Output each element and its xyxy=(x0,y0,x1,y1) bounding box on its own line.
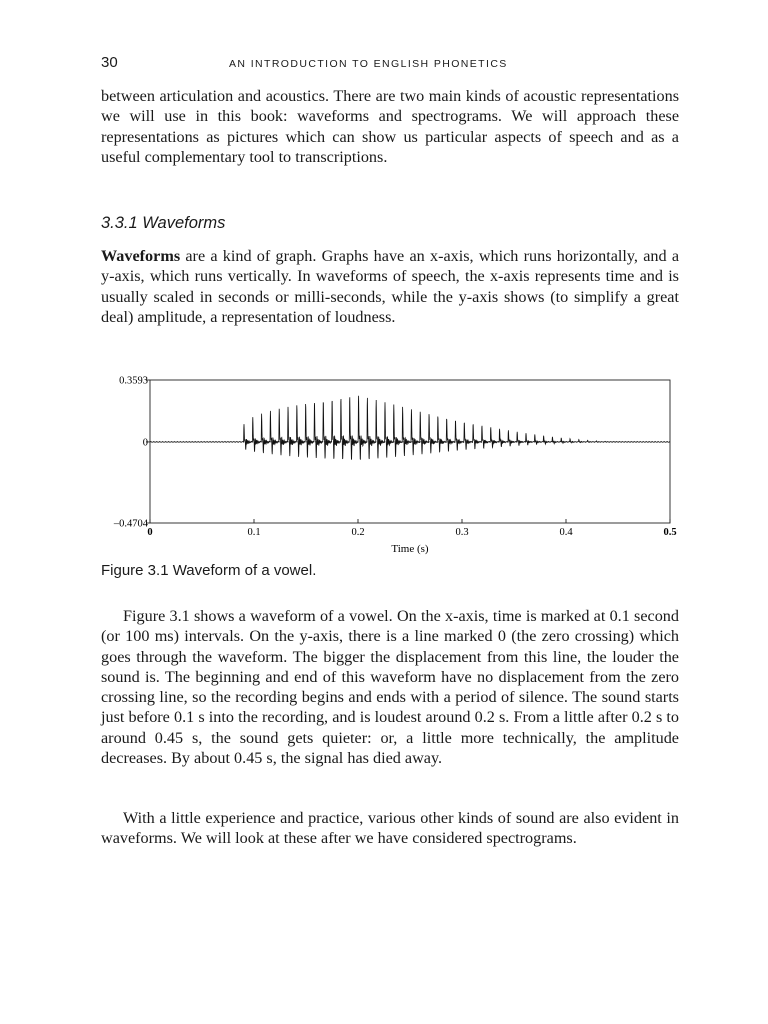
plot-frame xyxy=(150,380,670,523)
x-axis-label: Time (s) xyxy=(391,543,429,555)
intro-paragraph: between articulation and acoustics. There are two main kinds of acoustic representations we will use in this book: waveforms and spectrograms. We will approach these representations as pictures which can show us particular aspects of speech and as a useful complementary tool to transcriptions. xyxy=(101,87,679,166)
y-tick-label: 0 xyxy=(142,437,148,449)
y-tick-label: 0.3593 xyxy=(119,375,148,387)
waveforms-paragraph xyxy=(101,246,679,327)
section-heading: 3.3.1 Waveforms xyxy=(101,214,226,232)
figure-caption: Figure 3.1 Waveform of a vowel. xyxy=(101,562,317,579)
running-head: AN INTRODUCTION TO ENGLISH PHONETICS xyxy=(229,58,508,70)
x-tick-label: 0.4 xyxy=(559,527,573,538)
body-paragraph-2: With a little experience and practice, various other kinds of sound are also evident in waveforms. We will look at these after we have considered spectrograms. xyxy=(101,809,679,848)
waveform-series-line xyxy=(150,396,670,460)
waveforms-paragraph-text: are a kind of graph. Graphs have an x-axis, which runs horizontally, and a y-axis, which runs vertically. In waveforms of speech, the x-axis represents time and is usually scaled in seconds or milli-seconds, while the y-axis shows (to simplify a great deal) amplitude, a representation of loudness. xyxy=(101,247,679,326)
y-axis xyxy=(113,376,150,530)
x-tick-label: 0 xyxy=(147,527,153,538)
x-tick-label: 0.1 xyxy=(247,527,261,538)
page-header xyxy=(101,54,679,74)
x-tick-label: 0.2 xyxy=(351,527,365,538)
key-term: Waveforms xyxy=(101,247,181,265)
x-axis xyxy=(147,519,676,538)
x-tick-label: 0.5 xyxy=(663,527,677,538)
x-tick-label: 0.3 xyxy=(455,527,469,538)
page-number: 30 xyxy=(101,54,118,71)
y-tick-label: –0.4704 xyxy=(113,518,148,530)
waveform-figure xyxy=(96,368,686,563)
waveform-chart xyxy=(96,368,686,558)
body-paragraph-1: Figure 3.1 shows a waveform of a vowel. On the x-axis, time is marked at 0.1 second (or 100 ms) intervals. On the y-axis, there is a line marked 0 (the zero crossing) which goes through the waveform. The bigger the displacement from this line, the louder the sound is. The beginning and end of this waveform have no displacement from the zero crossing line, so the recording begins and ends with a period of silence. The sound starts just before 0.1 s into the recording, and is loudest around 0.2 s. From a little after 0.2 s to around 0.45 s, the sound gets quieter: or, a little more technically, the amplitude decreases. By about 0.45 s, the signal has died away. xyxy=(101,607,679,768)
